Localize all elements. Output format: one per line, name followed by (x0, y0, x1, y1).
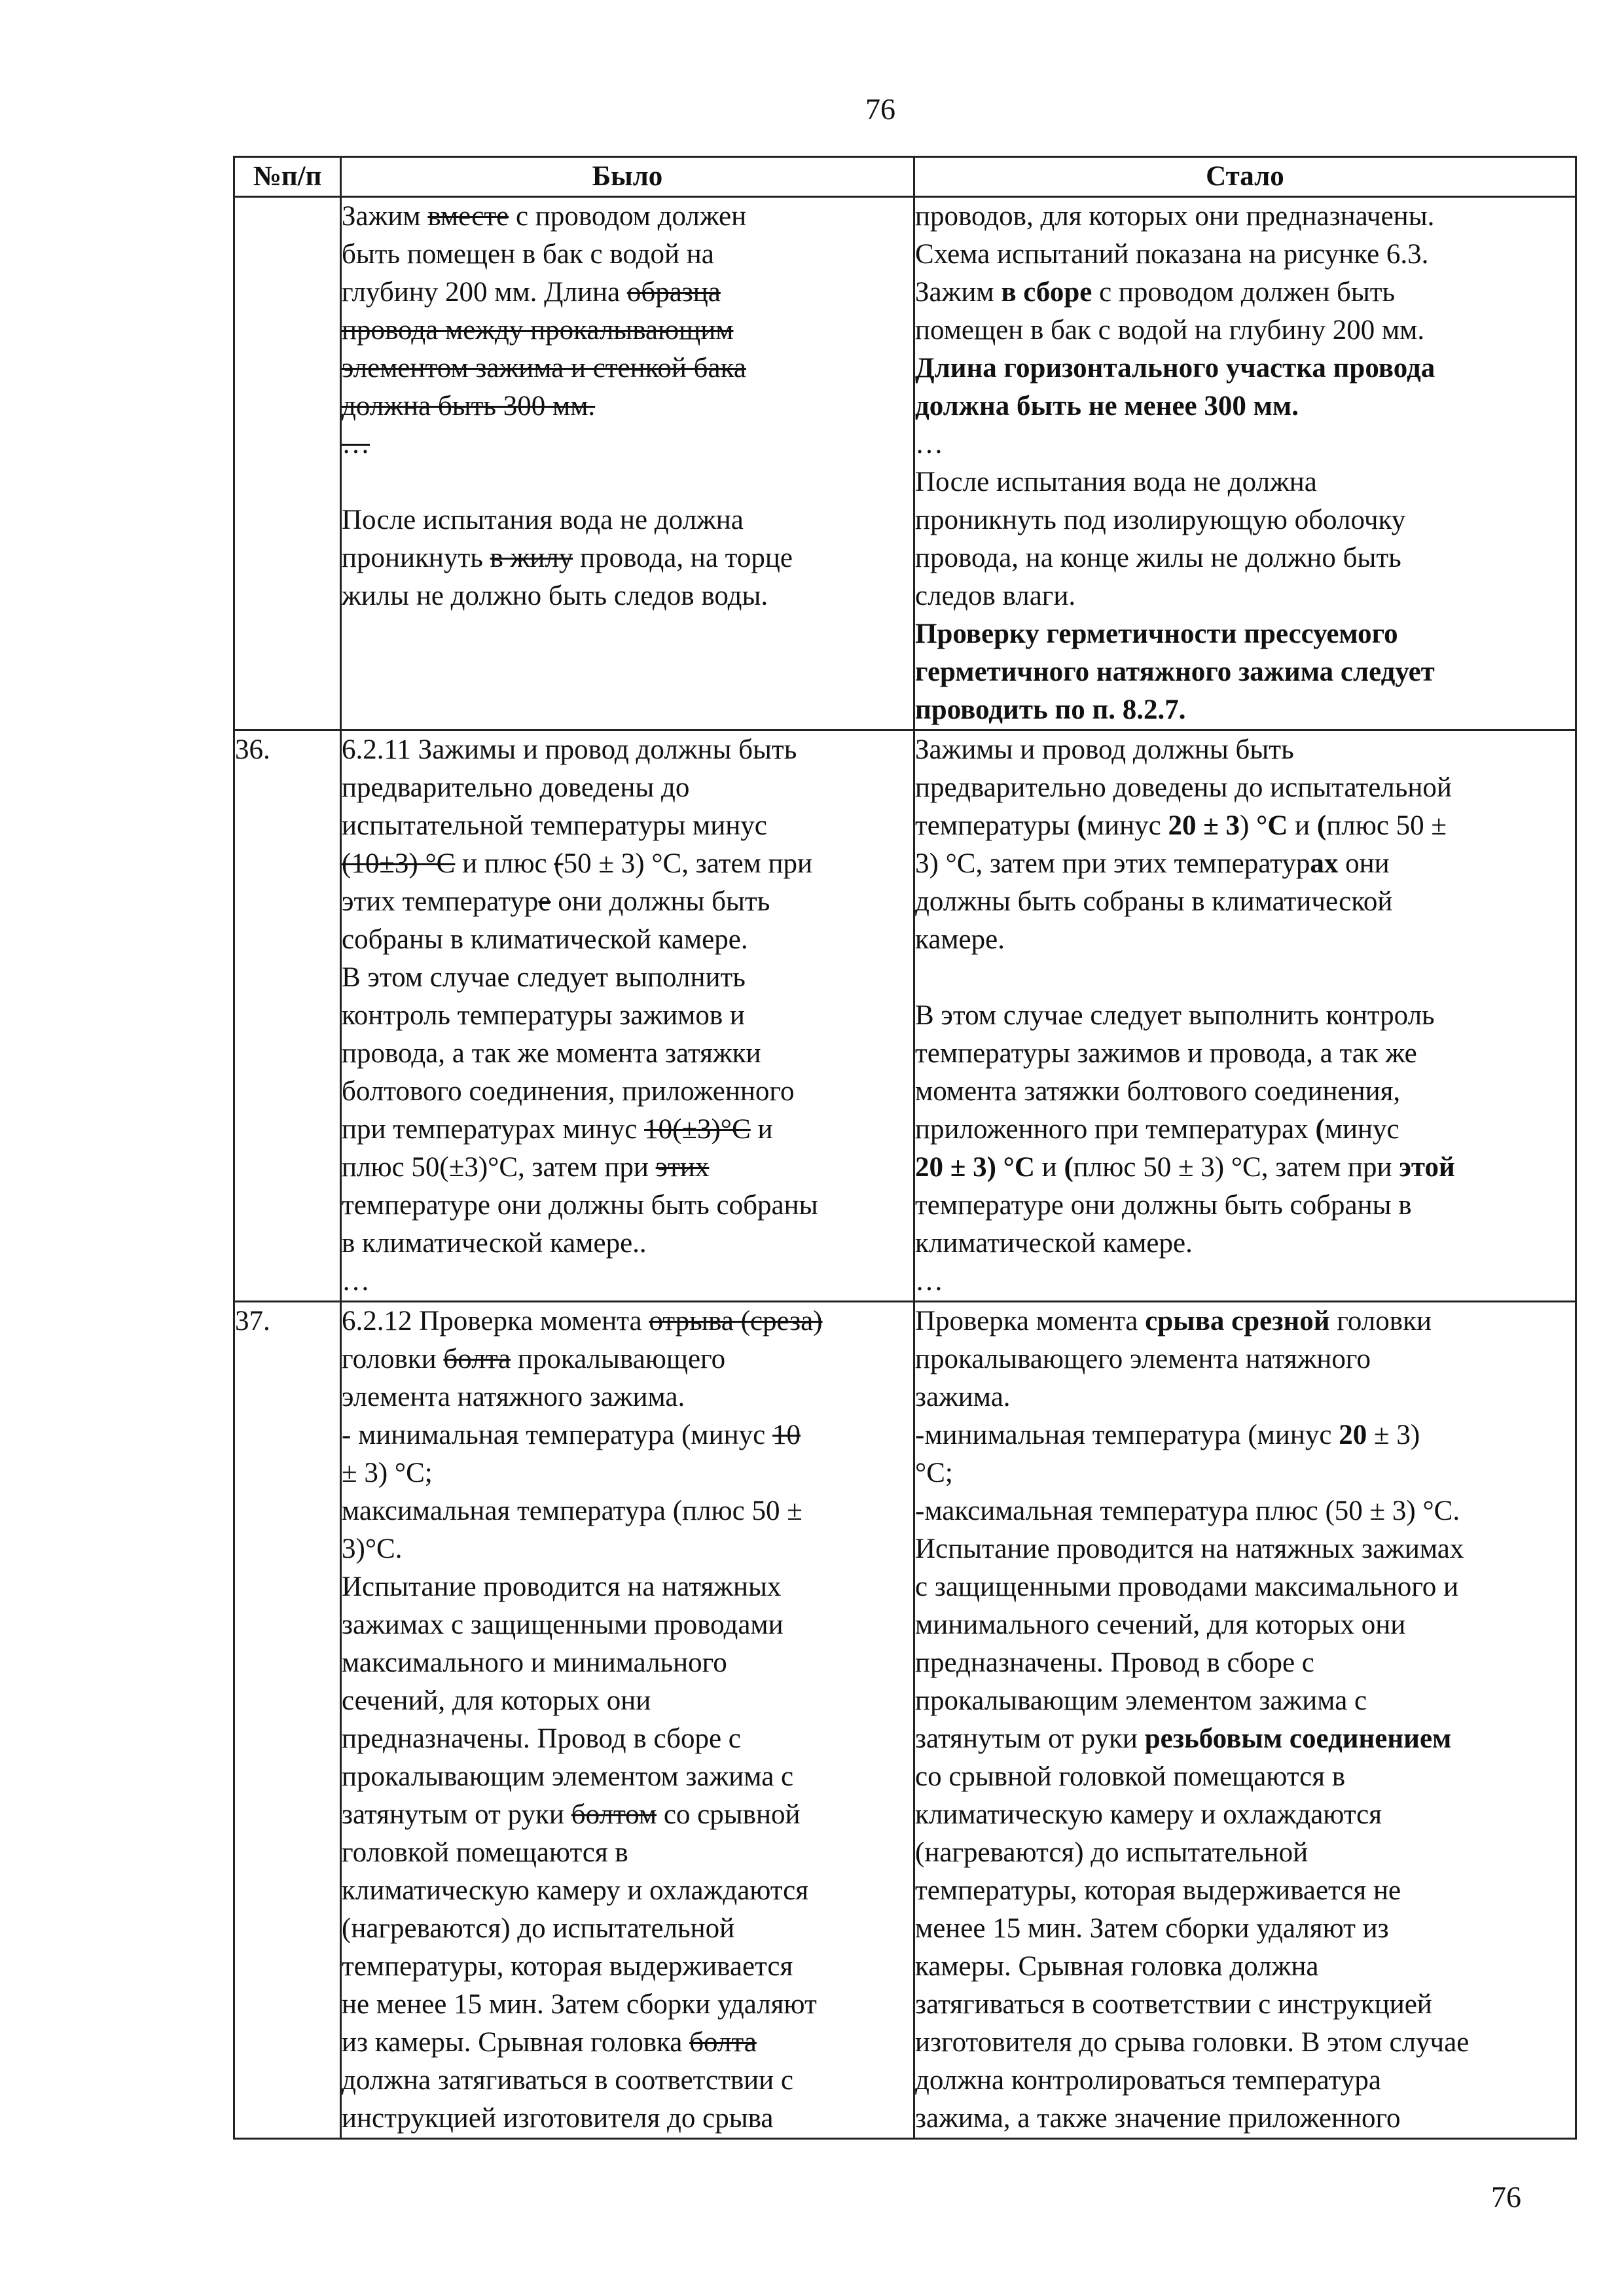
text-run: они (1338, 848, 1390, 879)
text-run: (нагреваются) до испытательной (915, 1837, 1308, 1868)
text-line (915, 1568, 1575, 1606)
text-line (342, 501, 913, 539)
text-run: прокалывающего элемента натяжного (915, 1344, 1371, 1374)
text-run: и (750, 1114, 773, 1145)
text-run: Зажим (915, 277, 1001, 308)
text-line (342, 1834, 913, 1872)
added-text: срыва срезной (1145, 1306, 1330, 1336)
text-line (915, 691, 1575, 729)
text-line (342, 1910, 913, 1948)
text-line (915, 1530, 1575, 1568)
text-line (915, 1796, 1575, 1834)
text-run: сечений, для которых они (342, 1685, 651, 1716)
text-run: В этом случае следует выполнить (342, 962, 746, 993)
text-run: менее 15 мин. Затем сборки удаляют из (915, 1913, 1389, 1944)
text-run: помещен в бак с водой на глубину 200 мм. (915, 315, 1425, 346)
text-run: должна контролироваться температура (915, 2065, 1381, 2096)
page-number-bottom: 76 (1491, 2180, 1521, 2214)
text-line (342, 1872, 913, 1910)
text-run: предназначены. Провод в сборе с (915, 1647, 1314, 1678)
text-run: … (342, 1266, 370, 1297)
text-run: проникнуть под изолирующую оболочку (915, 505, 1406, 535)
text-run: камере. (915, 924, 1005, 955)
text-run: жилы не должно быть следов воды. (342, 581, 768, 611)
text-line (915, 2062, 1575, 2100)
text-line (915, 425, 1575, 463)
text-line (915, 1225, 1575, 1263)
added-text: в сборе (1001, 277, 1092, 308)
text-line (915, 1378, 1575, 1416)
text-line (342, 1492, 913, 1530)
text-line (342, 769, 913, 807)
text-run: собраны в климатической камере. (342, 924, 748, 955)
new-text-cell (914, 1302, 1576, 2139)
text-run: температуры, которая выдерживается (342, 1951, 793, 1982)
text-line (915, 1149, 1575, 1187)
text-run: болтового соединения, приложенного (342, 1076, 795, 1107)
text-line (342, 959, 913, 997)
text-run: плюс 50 ± (1326, 810, 1447, 841)
deleted-text: в жилу (490, 543, 573, 573)
text-run: контроль температуры зажимов и (342, 1000, 745, 1031)
deleted-text: образца (626, 277, 721, 308)
deleted-text: провода между прокалывающим (342, 315, 734, 346)
text-line (915, 577, 1575, 615)
added-text: 20 (1339, 1420, 1367, 1450)
text-line (342, 350, 913, 387)
added-text: 20 ± 3) (915, 1152, 996, 1183)
row-number (234, 197, 341, 730)
text-run: провода, а так же момента затяжки (342, 1038, 761, 1069)
text-run: предназначены. Провод в сборе с (342, 1723, 741, 1754)
text-run: изготовителя до срыва головки. В этом случае (915, 2027, 1470, 2058)
old-text-cell (341, 1302, 914, 2139)
text-line (915, 501, 1575, 539)
text-line (915, 1872, 1575, 1910)
text-line (915, 274, 1575, 312)
added-text: ( (1077, 810, 1087, 841)
text-run: предварительно доведены до испытательной (915, 772, 1452, 803)
text-line (915, 1910, 1575, 1948)
deleted-text: ( (554, 848, 564, 879)
text-line (342, 2062, 913, 2100)
added-text: °С (1003, 1152, 1035, 1183)
text-run: должны быть собраны в климатической (915, 886, 1393, 917)
text-run: зажима, а также значение приложенного (915, 2103, 1401, 2134)
text-line (342, 236, 913, 274)
text-line (915, 1606, 1575, 1644)
text-run: минус (1324, 1114, 1399, 1145)
deleted-text: вместе (427, 201, 509, 232)
text-line (342, 1682, 913, 1720)
text-run: температуры зажимов и провода, а так же (915, 1038, 1417, 1069)
row-number: 36. (234, 730, 341, 1302)
text-run: и (1288, 810, 1317, 841)
text-line (915, 1948, 1575, 1986)
text-run: максимального и минимального (342, 1647, 727, 1678)
text-run: провода, на конце жилы не должно быть (915, 543, 1401, 573)
text-run: они должны быть (550, 886, 770, 917)
text-line (915, 539, 1575, 577)
text-line (915, 1492, 1575, 1530)
text-line (915, 883, 1575, 921)
text-line (342, 731, 913, 769)
text-line (915, 350, 1575, 387)
text-run: Проверка момента (915, 1306, 1146, 1336)
deleted-text: … (342, 429, 370, 459)
text-run: 6.2.11 Зажимы и провод должны быть (342, 734, 797, 765)
text-line (342, 1073, 913, 1111)
text-run: с защищенными проводами максимального и (915, 1571, 1459, 1602)
text-run: климатической камере. (915, 1228, 1193, 1259)
text-line (915, 1720, 1575, 1758)
text-run: должна затягиваться в соответствии с (342, 2065, 794, 2096)
text-run: температуры (915, 810, 1077, 841)
text-line (915, 1834, 1575, 1872)
text-line (915, 198, 1575, 236)
new-text-cell (914, 730, 1576, 1302)
text-run: со срывной (657, 1799, 801, 1830)
header-old: Было (341, 157, 914, 197)
deleted-text: болтом (571, 1799, 657, 1830)
text-run: В этом случае следует выполнить контроль (915, 1000, 1435, 1031)
table-row (234, 730, 1576, 1302)
text-run: климатическую камеру и охлаждаются (915, 1799, 1382, 1830)
text-line (342, 1986, 913, 2024)
deleted-text: (10±3) °С (342, 848, 456, 879)
added-text: резьбовым соединением (1144, 1723, 1452, 1754)
text-line (342, 577, 913, 615)
text-run: Зажим (342, 201, 428, 232)
text-run: следов влаги. (915, 581, 1076, 611)
text-run: ) (1240, 810, 1257, 841)
text-line (342, 1644, 913, 1682)
text-line (915, 769, 1575, 807)
text-line (915, 1302, 1575, 1340)
text-run: этих температур (342, 886, 539, 917)
header-num: №п/п (234, 157, 341, 197)
text-line (342, 539, 913, 577)
deleted-text: отрыва (среза) (649, 1306, 823, 1336)
text-run: температуры, которая выдерживается не (915, 1875, 1401, 1906)
text-line (915, 1340, 1575, 1378)
table-row (234, 1302, 1576, 2139)
text-line (342, 1149, 913, 1187)
text-run: из камеры. Срывная головка (342, 2027, 690, 2058)
text-run: провода, на торце (573, 543, 793, 573)
text-run: - минимальная температура (минус (342, 1420, 772, 1450)
added-text: °С (1256, 810, 1288, 841)
added-text: проводить по п. 8.2.7. (915, 694, 1186, 725)
text-line (342, 1530, 913, 1568)
deleted-text: е (538, 886, 551, 917)
text-line (342, 1796, 913, 1834)
text-line (342, 1416, 913, 1454)
text-run: быть помещен в бак с водой на (342, 239, 714, 270)
page-number-top: 76 (865, 92, 895, 126)
text-run: температуре они должны быть собраны в (915, 1190, 1412, 1221)
old-text-cell (341, 730, 914, 1302)
text-run: и плюс (455, 848, 554, 879)
text-line (342, 1225, 913, 1263)
text-line (342, 2024, 913, 2062)
text-run: климатическую камеру и охлаждаются (342, 1875, 809, 1906)
text-run: После испытания вода не должна (915, 467, 1317, 497)
text-run: плюс 50 ± 3) °С, затем при (1073, 1152, 1399, 1183)
added-text: ( (1315, 1114, 1325, 1145)
text-line (342, 921, 913, 959)
text-run: 50 ± 3) °С, затем при (563, 848, 813, 879)
text-line (915, 1416, 1575, 1454)
text-line (915, 997, 1575, 1035)
deleted-text: болта (443, 1344, 511, 1374)
text-line (915, 921, 1575, 959)
text-run: прокалывающим элементом зажима с (915, 1685, 1367, 1716)
text-run: минус (1086, 810, 1168, 841)
text-run: головки (342, 1344, 444, 1374)
text-line (342, 807, 913, 845)
text-run: 3)°С. (342, 1534, 403, 1564)
text-run: затянутым от руки (915, 1723, 1145, 1754)
added-text: этой (1399, 1152, 1455, 1183)
text-run: прокалывающим элементом зажима с (342, 1761, 794, 1792)
text-line (915, 2100, 1575, 2138)
text-run: (нагреваются) до испытательной (342, 1913, 735, 1944)
text-line (915, 387, 1575, 425)
old-text-cell (341, 197, 914, 730)
text-run: °С; (915, 1458, 953, 1488)
added-text: должна быть не менее 300 мм. (915, 391, 1299, 422)
text-line (915, 463, 1575, 501)
added-text: Длина горизонтального участка провода (915, 353, 1435, 384)
text-run: … (915, 1266, 943, 1297)
text-line (342, 1454, 913, 1492)
blank-line (342, 463, 913, 501)
text-run: -максимальная температура плюс (50 ± 3) °С. (915, 1496, 1460, 1526)
text-line (342, 1948, 913, 1986)
text-line (915, 1454, 1575, 1492)
header-new: Стало (914, 157, 1576, 197)
text-line (342, 1035, 913, 1073)
text-line (915, 1035, 1575, 1073)
text-line (342, 1378, 913, 1416)
text-run: и (1034, 1152, 1064, 1183)
text-run: … (915, 429, 943, 459)
text-line (915, 845, 1575, 883)
text-line (342, 1111, 913, 1149)
text-run: с проводом должен (509, 201, 747, 232)
text-run: проводов, для которых они предназначены. (915, 201, 1435, 232)
text-run: со срывной головкой помещаются в (915, 1761, 1346, 1792)
added-text: ( (1316, 810, 1327, 841)
text-run: зажимах с защищенными проводами (342, 1609, 784, 1640)
added-text: герметичного натяжного зажима следует (915, 656, 1435, 687)
text-line (342, 883, 913, 921)
text-run: инструкцией изготовителя до срыва (342, 2103, 774, 2134)
text-run: 3) °С, затем при этих температур (915, 848, 1310, 879)
text-line (342, 1340, 913, 1378)
text-run: ± 3) °С; (342, 1458, 433, 1488)
text-line (915, 1758, 1575, 1796)
text-run: предварительно доведены до (342, 772, 690, 803)
added-text: Проверку герметичности прессуемого (915, 619, 1398, 649)
text-line (342, 1720, 913, 1758)
text-run: момента затяжки болтового соединения, (915, 1076, 1401, 1107)
text-line (342, 1263, 913, 1300)
text-run: затягиваться в соответствии с инструкцией (915, 1989, 1432, 2020)
text-line (342, 312, 913, 350)
deleted-text: болта (689, 2027, 757, 2058)
text-run: Схема испытаний показана на рисунке 6.3. (915, 239, 1429, 270)
text-line (342, 845, 913, 883)
text-line (342, 1606, 913, 1644)
table-row (234, 197, 1576, 730)
text-line (342, 1187, 913, 1225)
text-line (915, 2024, 1575, 2062)
deleted-text: 10 (772, 1420, 801, 1450)
text-run: затянутым от руки (342, 1799, 571, 1830)
text-run: с проводом должен быть (1092, 277, 1396, 308)
table-header-row (234, 157, 1576, 197)
text-run (996, 1152, 1003, 1183)
text-run: испытательной температуры минус (342, 810, 767, 841)
text-line (342, 1568, 913, 1606)
text-line (915, 236, 1575, 274)
row-number: 37. (234, 1302, 341, 2139)
text-run: головки (1329, 1306, 1432, 1336)
text-run: проникнуть (342, 543, 490, 573)
text-line (342, 1302, 913, 1340)
text-run: прокалывающего (511, 1344, 726, 1374)
text-run: Испытание проводится на натяжных зажимах (915, 1534, 1464, 1564)
deleted-text: этих (655, 1152, 710, 1183)
deleted-text: элементом зажима и стенкой бака (342, 353, 746, 384)
text-run: головкой помещаются в (342, 1837, 628, 1868)
text-run: глубину 200 мм. Длина (342, 277, 627, 308)
text-line (915, 615, 1575, 653)
blank-line (915, 959, 1575, 997)
text-line (342, 274, 913, 312)
added-text: 20 ± 3 (1168, 810, 1240, 841)
text-line (915, 312, 1575, 350)
text-line (342, 2100, 913, 2138)
text-run: Зажимы и провод должны быть (915, 734, 1294, 765)
text-run: зажима. (915, 1382, 1011, 1412)
comparison-table (233, 156, 1577, 2140)
text-run: Испытание проводится на натяжных (342, 1571, 782, 1602)
text-run: минимального сечений, для которых они (915, 1609, 1406, 1640)
added-text: ( (1064, 1152, 1074, 1183)
text-line (342, 387, 913, 425)
text-run: максимальная температура (плюс 50 ± (342, 1496, 803, 1526)
text-line (915, 1073, 1575, 1111)
text-line (915, 731, 1575, 769)
new-text-cell (914, 197, 1576, 730)
text-run: ± 3) (1367, 1420, 1420, 1450)
text-line (915, 1682, 1575, 1720)
text-line (342, 1758, 913, 1796)
text-run: элемента натяжного зажима. (342, 1382, 685, 1412)
text-run: температуре они должны быть собраны (342, 1190, 818, 1221)
text-run: -минимальная температура (минус (915, 1420, 1339, 1450)
text-line (342, 425, 913, 463)
text-run: приложенного при температурах (915, 1114, 1316, 1145)
text-line (342, 997, 913, 1035)
text-line (915, 653, 1575, 691)
text-run: не менее 15 мин. Затем сборки удаляют (342, 1989, 817, 2020)
text-line (915, 1187, 1575, 1225)
added-text: ах (1310, 848, 1339, 879)
text-line (915, 1263, 1575, 1300)
text-run: После испытания вода не должна (342, 505, 744, 535)
text-line (915, 1111, 1575, 1149)
deleted-text: 10(±3)°С (644, 1114, 751, 1145)
text-run: плюс 50(±3)°С, затем при (342, 1152, 656, 1183)
text-run: при температурах минус (342, 1114, 645, 1145)
text-run: 6.2.12 Проверка момента (342, 1306, 649, 1336)
text-line (342, 198, 913, 236)
text-line (915, 1986, 1575, 2024)
text-line (915, 807, 1575, 845)
text-run: в климатической камере.. (342, 1228, 647, 1259)
deleted-text: должна быть 300 мм. (342, 391, 596, 422)
text-line (915, 1644, 1575, 1682)
text-run: камеры. Срывная головка должна (915, 1951, 1319, 1982)
